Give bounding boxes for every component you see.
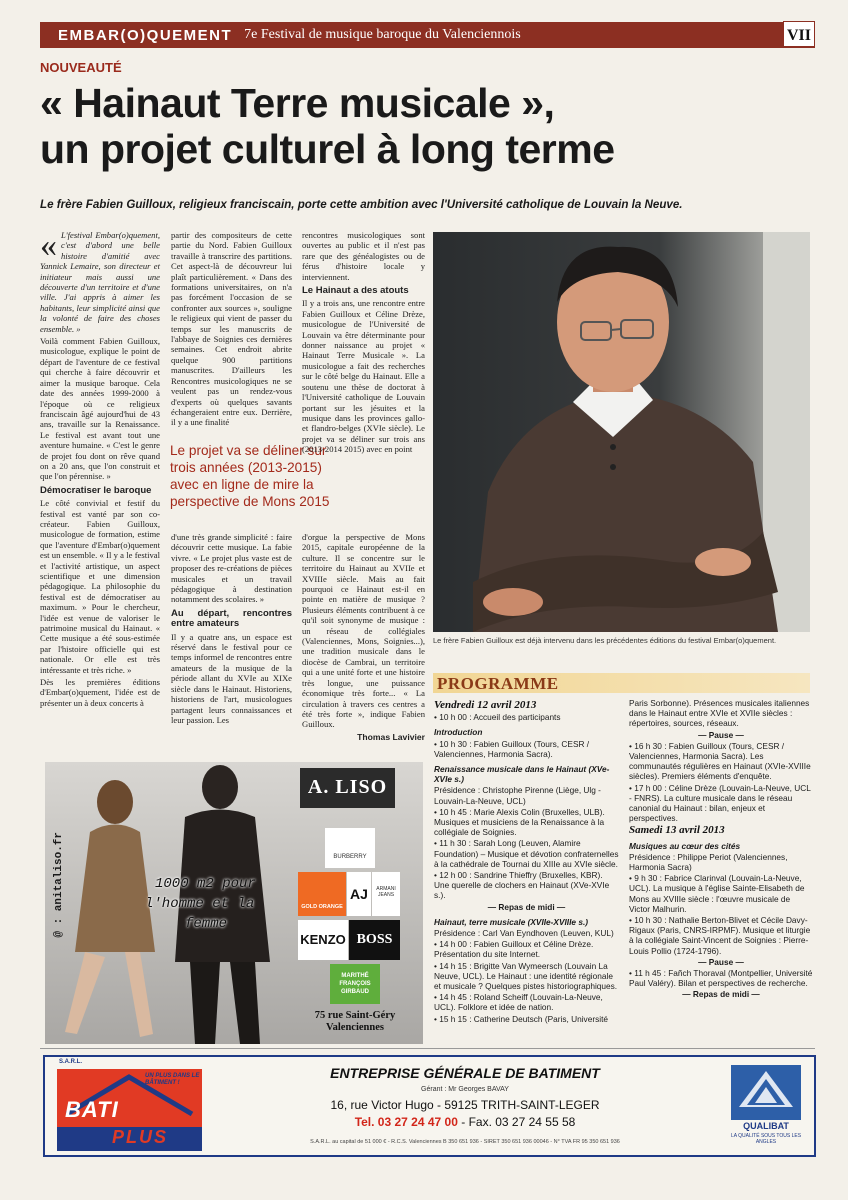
programme-item: • 9 h 30 : Fabrice Clarinval (Louvain-La-Neuve, UCL). La musique à l'église Sainte-Elisabeth de Mons au XVIIIe siècle : l'œuvre musicale de Victor Malhurin. xyxy=(629,873,805,914)
programme-break: — Pause — xyxy=(698,956,744,967)
brand-burberry: BURBERRY xyxy=(325,828,375,868)
programme-break: — Repas de midi — xyxy=(682,989,760,1000)
liso-address xyxy=(290,1010,420,1034)
programme-session: Introduction xyxy=(434,727,483,738)
lede: Le frère Fabien Guilloux, religieux franciscain, porte cette ambition avec l'Université catholique de Louvain la Neuve. xyxy=(40,198,683,211)
article-column-2-bottom xyxy=(171,532,292,750)
company-contact xyxy=(215,1115,715,1129)
qualibat-logo xyxy=(731,1065,801,1120)
liso-slogan xyxy=(105,874,285,934)
header-band xyxy=(40,22,815,48)
article-column-2-top xyxy=(171,230,292,435)
programme-item: • 14 h 00 : Fabien Guilloux et Céline Drèze. Présentation du site Internet. xyxy=(434,939,594,960)
company-title: ENTREPRISE GÉNÉRALE DE BATIMENT xyxy=(330,1065,600,1081)
festival-line: 7e Festival de musique baroque du Valenciennois xyxy=(244,27,521,42)
pull-quote: Le projet va se déliner sur trois années (2013-2015) avec en ligne de mire la perspective de Mons 2015 xyxy=(170,443,330,509)
portrait-photo xyxy=(433,232,810,632)
programme-item: • 10 h 30 : Nathalie Berton-Blivet et Cécile Davy-Rigaux (Paris, CNRS-IRPMF). Musique et liturgie à la collégiale Saint-Vincent de Soignies : Pierre-Louis Pollio (1724-1796). xyxy=(629,915,811,956)
programme-item: • 11 h 45 : Fañch Thoraval (Montpellier, Université Paul Valéry). Bilan et perspectives de recherche. xyxy=(629,968,813,989)
programme-item: Présidence : Philippe Periot (Valenciennes, Harmonia Sacra) xyxy=(629,851,788,873)
programme-session: Renaissance musicale dans le Hainaut (XVe-XVIe s.) xyxy=(434,764,610,785)
headline-line-2: un projet culturel à long terme xyxy=(40,126,615,172)
batiplus-tagline: UN PLUS DANS LE BÂTIMENT ! xyxy=(145,1073,200,1086)
programme-item: • 14 h 15 : Brigitte Van Wymeersch (Louvain La Neuve, UCL). Le Hainaut : une identité régionale et musicale ? Quelques pistes historiographiques. xyxy=(434,960,618,992)
portrait-illustration xyxy=(433,232,810,632)
logo-plus: PLUS xyxy=(112,1127,169,1147)
article-column-3-bottom xyxy=(302,532,425,750)
programme-day: Samedi 13 avril 2013 xyxy=(629,824,725,837)
article-paragraph: d'une très grande simplicité : faire découvrir cette musique. La fabie vivre. « Le projet plus vaste est de proposer des re-créations de pièces musicales et un travail pédagogique à destination notamment des scolaires. » xyxy=(171,532,292,605)
brand-girbaud: MARITHÉ FRANÇOIS GIRBAUD xyxy=(330,964,380,1004)
programme-item: • 14 h 45 : Roland Scheiff (Louvain-La-Neuve, UCL). Folklore et idée de nation. xyxy=(434,992,603,1013)
article-column-1 xyxy=(40,227,160,750)
programme-item: • 11 h 30 : Sarah Long (Leuven, Alamire Foundation) – Musique et dévotion confraternelles à la cathédrale de Tournai du XIIIe au XVIe siècle. xyxy=(434,838,619,869)
headline xyxy=(40,80,800,172)
headline-line-1: « Hainaut Terre musicale », xyxy=(40,80,555,126)
sarl-label: S.A.R.L. xyxy=(59,1059,83,1065)
article-column-3-top xyxy=(302,230,425,455)
divider-line xyxy=(40,1048,815,1049)
article-paragraph: Il y a trois ans, une rencontre entre Fabien Guilloux et Céline Drèze, musicologue de l'Université de Louvain va être déterminante pour donner naissance au projet « Hainaut Terre Musicale ». La musicologue a fait des recherches sur le côté belge du Hainaut. Elle a soutenu une thèse de doctorat à l'Université catholique de Louvain portant sur les jésuites et la musique dans les provinces gallo- et flandro-belges (XVIe siècle). Le projet va se déliner sur trois ans (2013-2014 2015) avec en point xyxy=(302,298,425,455)
article-paragraph: Il y a quatre ans, un espace est réservé dans le festival pour ce temps informel de rencontres entre amateurs de la musique de la période allant du XVIe au XIXe siècle dans le Hainaut. Historiens, historiens de l'art, musicologues partagent leurs connaissances et leur passion. Les xyxy=(171,631,292,725)
programme-item: Paris Sorbonne). Présences musicales italiennes dans le Hainaut entre XVIe et XVIIe siècles : répertoires, sources, réseaux. xyxy=(629,698,810,729)
article-paragraph: partir des compositeurs de cette partie du Nord. Fabien Guilloux travaille à transcrire des partitions. Cet aspect-là de découvreur lui plaît particulièrement. « Dans des formations universitaires, on n'a pas forcément l'occasion de se confronter aux sources », souligne le religieux qui vient de passer du temps sur les manuscrits de l'abbaye de Soignies ces dernières semaines. Cet endroit abrite quelque 900 partitions manuscrites. D'ailleurs les Rencontres musicologiques ne se veulent pas un rendez-vous d'experts où quelques savants échangeraient entre eux. Derrière, il y a une finalité xyxy=(171,230,292,428)
batiplus-advertisement xyxy=(43,1055,816,1157)
programme-item: • 10 h 30 : Fabien Guilloux (Tours, CESR / Valenciennes, Harmonia Sacra). xyxy=(434,738,590,759)
programme-item: • 10 h 00 : Accueil des participants xyxy=(434,712,561,723)
article-paragraph: rencontres musicologiques sont ouvertes au public et il n'est pas rare que des généalogistes ou de férus d'histoire locale y interviennent. xyxy=(302,230,425,282)
company-legal: S.A.R.L. au capital de 51 000 € - R.C.S. Valenciennes B 350 651 936 - SIRET 350 651 936 00046 - N° TVA FR 95 350 651 936 xyxy=(310,1139,620,1145)
brand-aj: AJ xyxy=(347,872,371,916)
author-byline: Thomas Lavivier xyxy=(357,731,425,742)
liso-logo: A. LISO xyxy=(307,776,388,798)
liso-advertisement xyxy=(45,762,423,1044)
qualibat-icon xyxy=(731,1065,801,1120)
programme-column-left xyxy=(434,698,619,1043)
programme-item: Présidence : Carl Van Eyndhoven (Leuven, KUL) xyxy=(434,928,614,939)
company-address: 16, rue Victor Hugo - 59125 TRITH-SAINT-LEGER xyxy=(330,1098,600,1112)
programme-item: Présidence : Christophe Pirenne (Liège, Ulg - Louvain-La-Neuve, UCL) xyxy=(434,785,601,806)
programme-item: • 17 h 00 : Céline Drèze (Louvain-La-Neuve, UCL - FNRS). La culture musicale dans le réseau canonial du Hainaut : bilan, enjeux et perspectives. xyxy=(629,782,811,824)
programme-session: Musiques au cœur des cités xyxy=(629,840,741,851)
programme-title: PROGRAMME xyxy=(437,674,559,693)
website-vertical: @ : anitaliso.fr xyxy=(53,832,65,938)
article-paragraph: Le côté convivial et festif du festival est vanté par son co-créateur. Fabien Guilloux, musicologue de formation, estime que l'aventure d'Embar(o)quement est un ensemble. « Il y a le festival et l'activité artistique, un aspect scientifique et une dimension pédagogique. La philosophie du festival est de démocratiser au maximum. » Pour le chercheur, l'idée est venue de valoriser le patrimoine musical du Hainaut. « Cette musique a été sous-estimée par l'histoire officielle qui est nationale. Or elle est très intéressante et très riche. » xyxy=(40,498,160,675)
programme-day: Vendredi 12 avril 2013 xyxy=(434,699,537,711)
brand-armani-jeans: ARMANI JEANS xyxy=(372,872,400,916)
article-paragraph: L'festival Embar(o)quement, c'est d'abord une belle histoire d'amitié avec Yannick Lemaire, son directeur et initiateur mais aussi une découverte d'un territoire et d'une ville. J'ai appris à aimer les habitants, leur simplicité ainsi que la volonté de faire des choses ensemble. » xyxy=(40,230,160,334)
company-manager: Gérant : Mr Georges BAVAY xyxy=(421,1086,509,1093)
page-number: VII xyxy=(783,21,815,47)
programme-column-right xyxy=(629,698,813,1043)
address-line-2: Valenciennes xyxy=(326,1022,384,1033)
programme-session: Hainaut, terre musicale (XVIIe-XVIIIe s.) xyxy=(434,916,589,927)
company-fax: - Fax. 03 27 24 55 58 xyxy=(461,1115,576,1129)
programme-break: — Pause — xyxy=(698,729,744,740)
article-subhead: Au départ, rencontres entre amateurs xyxy=(171,607,292,630)
slogan-line-2: l'homme et la xyxy=(145,896,255,912)
address-line-1: 75 rue Saint-Géry xyxy=(314,1010,396,1021)
open-quote: « xyxy=(40,227,57,264)
article-subhead: Le Hainaut a des atouts xyxy=(302,285,409,297)
company-phone: Tel. 03 27 24 47 00 xyxy=(354,1115,458,1129)
slogan-line-1: 1000 m2 pour xyxy=(155,876,256,892)
programme-break: — Repas de midi — xyxy=(487,901,566,912)
brand-kenzo: KENZO xyxy=(298,920,348,960)
qualibat-name: QUALIBAT xyxy=(743,1121,789,1131)
kicker: NOUVEAUTÉ xyxy=(40,60,122,75)
article-paragraph: Dès les premières éditions d'Embar(o)quement, l'idée est de présenter un à deux concerts à xyxy=(40,677,160,708)
article-subhead: Démocratiser le baroque xyxy=(40,484,152,496)
article-paragraph: d'orgue la perspective de Mons 2015, capitale européenne de la culture. Il se concentre sur le territoire du Hainaut au XVIIe et XVIIIe siècle. Mais au fait pourquoi ce Hainaut est-il en pointe en matière de musique ? Plusieurs éléments contribuent à ce qu'il soit synonyme de musique : un réseau de collégiales (Valenciennes, Mons, Soignies...), une tradition musicale dans le diocèse de Cambrai, un territoire qui a une unité forte et une histoire très longue, une puissance économique très forte... « La circulation à travers ces centres a été très forte », indique Fabien Guilloux. xyxy=(302,532,425,730)
brand-boss: BOSS xyxy=(349,920,400,960)
programme-item: • 10 h 45 : Marie Alexis Colin (Bruxelles, ULB). Musiques et musiciens de la Renaissance à la collégiale de Soignies. xyxy=(434,806,605,838)
article-paragraph: Voilà comment Fabien Guilloux, musicologue, explique le point de départ de l'aventure de ce festival qui cherche à faire découvrir et aimer la musique baroque. Cela date des années 1999-2000 à l'époque où ce religieux franciscain âgé aujourd'hui de 43 ans, travaille sur la Renaissance. Le festival est avant tout une aventure humaine. « C'est le genre de projet fou dont on rêve quand on a 20 ans, que l'on construit et que l'on pérennise. » xyxy=(40,336,160,482)
photo-caption: Le frère Fabien Guilloux est déjà intervenu dans les précédentes éditions du festival Embar(o)quement. xyxy=(433,636,777,645)
logo-bati: BATI xyxy=(65,1097,119,1122)
programme-item: • 15 h 15 : Catherine Deutsch (Paris, Université xyxy=(434,1013,608,1024)
brand-gold-orange: GOLD ORANGE xyxy=(298,872,346,916)
programme-item: • 12 h 00 : Sandrine Thieffry (Bruxelles, KBR). Une querelle de clochers en Hainaut (XVe-XVIe s.). xyxy=(434,870,610,901)
section-name: EMBAR(O)QUEMENT xyxy=(58,26,233,44)
programme-item: • 16 h 30 : Fabien Guilloux (Tours, CESR / Valenciennes, Harmonia Sacra). Les communautés régulières en Hainaut (XVIe-XVIIIe siècles). Premiers éléments d'enquête. xyxy=(629,740,811,782)
qualibat-slogan: LA QUALITÉ SOUS TOUS LES ANGLES xyxy=(730,1133,802,1145)
slogan-line-3: femme xyxy=(185,916,228,932)
